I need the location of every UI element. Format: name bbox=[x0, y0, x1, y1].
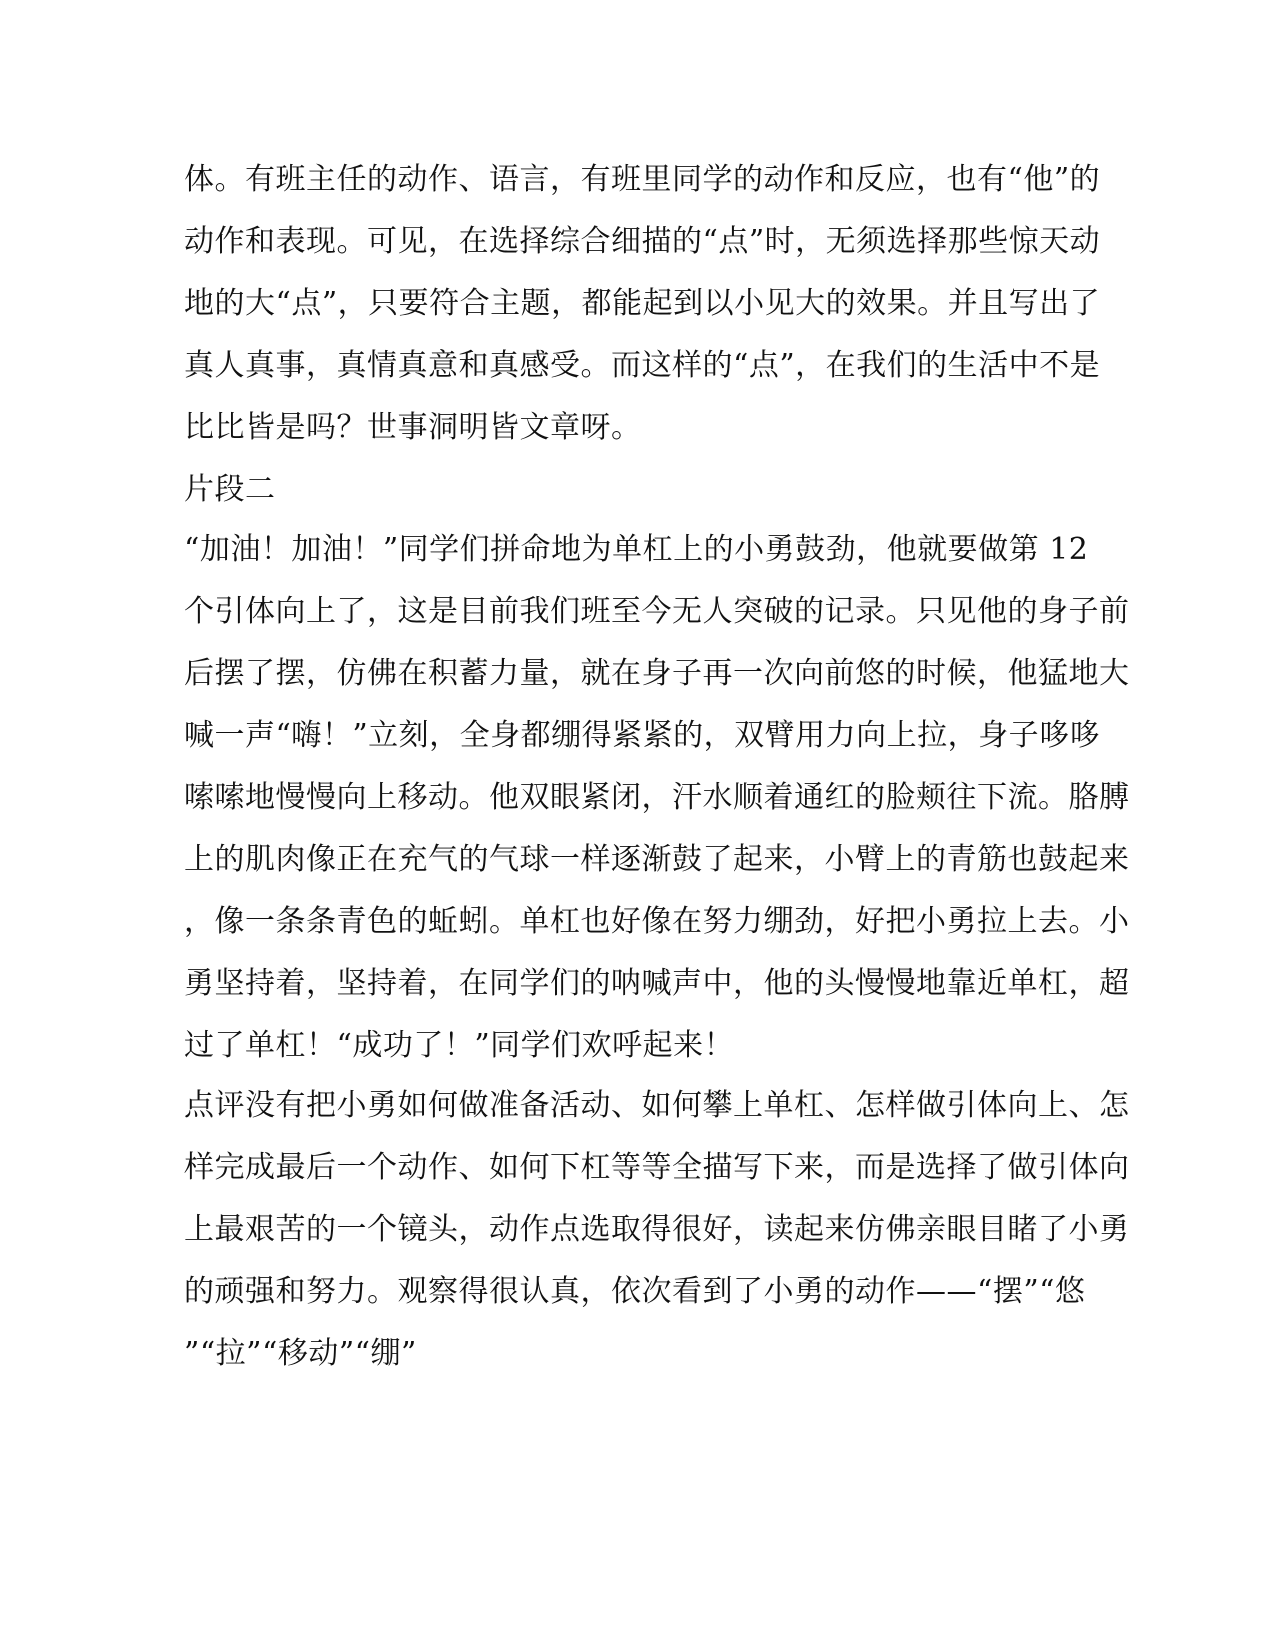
text-line: “加油！加油！”同学们拼命地为单杠上的小勇鼓劲，他就要做第 12 bbox=[184, 532, 1089, 567]
text-line: 上最艰苦的一个镜头，动作点选取得很好，读起来仿佛亲眼目睹了小勇 bbox=[184, 1212, 1130, 1247]
text-line: 嗦嗦地慢慢向上移动。他双眼紧闭，汗水顺着通红的脸颊往下流。胳膊 bbox=[184, 780, 1130, 815]
text-line: 样完成最后一个动作、如何下杠等等全描写下来，而是选择了做引体向 bbox=[184, 1150, 1130, 1185]
text-line: 点评没有把小勇如何做准备活动、如何攀上单杠、怎样做引体向上、怎 bbox=[184, 1088, 1130, 1123]
text-line: 体。有班主任的动作、语言，有班里同学的动作和反应，也有“他”的 bbox=[184, 162, 1101, 197]
text-line: 真人真事，真情真意和真感受。而这样的“点”，在我们的生活中不是 bbox=[184, 348, 1101, 383]
text-line: ”“拉”“移动”“绷” bbox=[184, 1336, 417, 1371]
text-line: 上的肌肉像正在充气的气球一样逐渐鼓了起来，小臂上的青筋也鼓起来 bbox=[184, 842, 1130, 877]
text-line: 个引体向上了，这是目前我们班至今无人突破的记录。只见他的身子前 bbox=[184, 594, 1130, 629]
text-line: 地的大“点”，只要符合主题，都能起到以小见大的效果。并且写出了 bbox=[184, 286, 1101, 321]
text-line: 勇坚持着，坚持着，在同学们的呐喊声中，他的头慢慢地靠近单杠，超 bbox=[184, 966, 1130, 1001]
text-line: 后摆了摆，仿佛在积蓄力量，就在身子再一次向前悠的时候，他猛地大 bbox=[184, 656, 1130, 691]
text-line: 比比皆是吗？世事洞明皆文章呀。 bbox=[184, 410, 642, 445]
section-heading: 片段二 bbox=[184, 472, 276, 507]
text-line: 的顽强和努力。观察得很认真，依次看到了小勇的动作——“摆”“悠 bbox=[184, 1274, 1086, 1309]
text-line: ，像一条条青色的蚯蚓。单杠也好像在努力绷劲，好把小勇拉上去。小 bbox=[184, 904, 1130, 939]
text-line: 喊一声“嗨！”立刻，全身都绷得紧紧的，双臂用力向上拉，身子哆哆 bbox=[184, 718, 1101, 753]
text-line: 过了单杠！“成功了！”同学们欢呼起来！ bbox=[184, 1028, 735, 1063]
text-line: 动作和表现。可见，在选择综合细描的“点”时，无须选择那些惊天动 bbox=[184, 224, 1101, 259]
